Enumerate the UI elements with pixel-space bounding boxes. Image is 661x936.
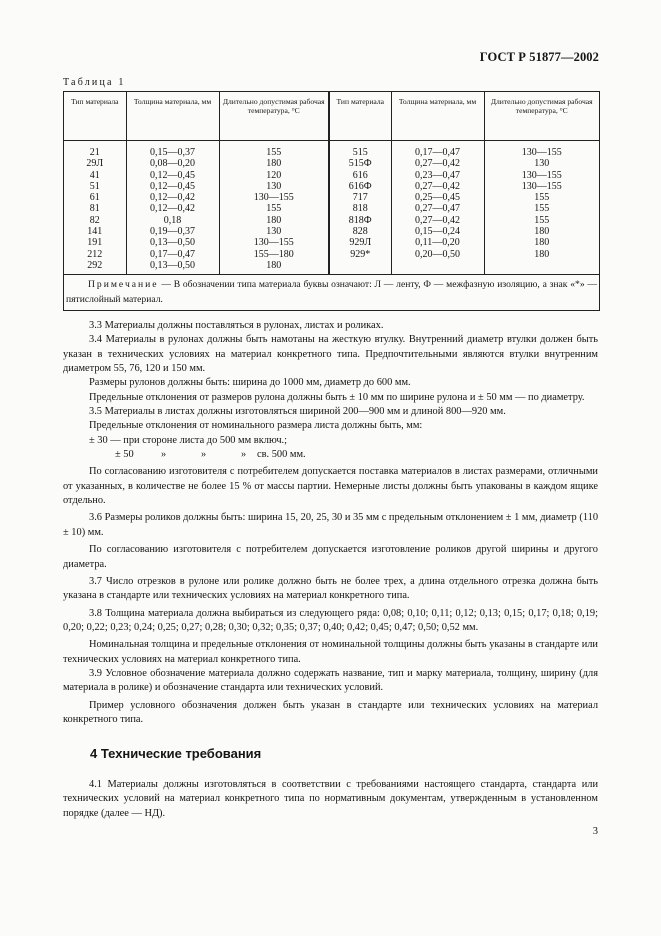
table-cell: 0,18 [126, 215, 219, 226]
paragraph: 3.3 Материалы должны поставляться в рулонах, листах и роликах. [89, 320, 384, 331]
paragraph: 4.1 Материалы должны изготовляться в соответствии с требованиями настоящего стандарта, стандарта или технических условий на материал конкретного типа по нормативным документам, утвержденным в установленном порядке (далее — НД). [63, 779, 598, 819]
table-cell: 130—155 [219, 237, 329, 248]
table-cell: 130 [219, 181, 329, 192]
col-header-thickness: Толщина материала, мм [391, 92, 484, 141]
table-cell [484, 260, 599, 274]
table-cell: 212 [87, 248, 103, 260]
table-cell: 155 [484, 203, 599, 214]
table-cell: 130—155 [484, 181, 599, 192]
table-cell: 0,20—0,50 [391, 249, 484, 260]
table-row [64, 226, 599, 237]
ditto-mark: » [241, 449, 247, 461]
table-cell: 929Л [329, 237, 391, 248]
table-caption: Таблица 1 [63, 77, 126, 88]
table-cell: 0,12—0,45 [126, 181, 219, 192]
table-row [64, 249, 599, 260]
paragraph: 3.4 Материалы в рулонах должны быть намотаны на жесткую втулку. Внутренний диаметр втулки должен быть указан в технических условиях на материал конкретного типа. Предпочтительными являются втулки внутренним диаметром 55, 76, 120 и 150 мм. [63, 334, 598, 375]
table-cell: 818Ф [329, 215, 391, 226]
document-id: ГОСТ Р 51877—2002 [479, 50, 599, 64]
table-cell [329, 260, 391, 274]
paragraph: Предельные отклонения от размеров рулона должны быть ± 10 мм по ширине рулона и ± 50 мм — по диаметру. [89, 391, 585, 403]
table-cell: 0,15—0,37 [126, 141, 219, 159]
table-note [64, 274, 599, 310]
paragraph: 3.7 Число отрезков в рулоне или ролике должно быть не более трех, а длина отдельного отрезка должна быть указана в стандарте или технических условиях на материал конкретного типа. [63, 575, 598, 602]
table-row [64, 141, 599, 159]
paragraph: 3.6 Размеры роликов должны быть: ширина 15, 20, 25, 30 и 35 мм с предельным отклонением ± 1 мм, диаметр (110 ± 10) мм. [63, 512, 599, 538]
section-heading: 4 Технические требования [90, 746, 262, 761]
table-cell: 180 [484, 249, 599, 260]
section-3-body [63, 319, 598, 727]
table-cell: 29Л [86, 158, 104, 170]
table-cell: 155—180 [219, 249, 329, 260]
table-cell: 0,12—0,42 [126, 203, 219, 214]
table-cell: 51 [89, 180, 100, 192]
table-cell: 81 [89, 203, 100, 215]
table-cell: 180 [484, 237, 599, 248]
table-cell: 828 [329, 226, 391, 237]
table-row [64, 158, 599, 169]
table-cell: 180 [219, 215, 329, 226]
table-cell: 120 [219, 170, 329, 181]
table-row [64, 237, 599, 248]
col-header-thickness: Толщина материала, мм [126, 92, 219, 141]
table-cell: 155 [484, 192, 599, 203]
table-row [64, 260, 599, 274]
table-row [64, 203, 599, 214]
table-cell: 0,27—0,47 [391, 203, 484, 214]
table-cell: 41 [89, 169, 100, 181]
table-cell: 515Ф [329, 158, 391, 169]
ditto-rest: св. 500 мм. [257, 449, 306, 461]
table-cell: 0,19—0,37 [126, 226, 219, 237]
paragraph: Предельные отклонения от номинального размера листа должны быть, мм: [89, 420, 423, 432]
table-cell: 0,27—0,42 [391, 181, 484, 192]
table-cell: 130 [219, 226, 329, 237]
table-cell: 616 [329, 170, 391, 181]
table-cell: 155 [219, 203, 329, 214]
paragraph: 3.5 Материалы в листах должны изготовляться шириной 200—900 мм и длиной 800—920 мм. [89, 406, 506, 418]
col-header-type: Тип материала [64, 92, 126, 141]
table-cell: 0,11—0,20 [391, 237, 484, 248]
table-cell: 0,27—0,42 [391, 158, 484, 169]
table-cell: 82 [89, 214, 100, 226]
note-text: — В обозначении типа материала буквы означают: Л — ленту, Ф — межфазную изоляцию, а знак «*» — пятислойный материал. [66, 279, 597, 305]
table-cell: 155 [219, 141, 329, 159]
table-cell: 130—155 [484, 141, 599, 159]
paragraph: Размеры рулонов должны быть: ширина до 1000 мм, диаметр до 600 мм. [89, 377, 411, 389]
paragraph: Номинальная толщина и предельные отклонения от номинальной толщины должны быть указаны в стандарте или технических условиях на материал конкретного типа. [63, 639, 598, 665]
paragraph: По согласованию изготовителя с потребителем допускается изготовление роликов другой ширины и другого диаметра. [63, 544, 598, 570]
table-cell: 0,08—0,20 [126, 158, 219, 169]
ditto-value: ± 50 [115, 449, 134, 461]
table-cell: 0,23—0,47 [391, 170, 484, 181]
table-row [64, 215, 599, 226]
ditto-line [63, 448, 598, 462]
paragraph: ± 30 — при стороне листа до 500 мм включ.; [89, 434, 288, 446]
col-header-temperature: Длительно допустимая рабочая температура, °С [219, 92, 329, 141]
table-cell: 141 [87, 226, 103, 238]
col-header-type: Тип материала [329, 92, 391, 141]
section-4-body [63, 778, 598, 821]
table-cell: 0,15—0,24 [391, 226, 484, 237]
ditto-mark: » [201, 449, 207, 461]
table-cell: 191 [87, 237, 103, 249]
table-cell: 130—155 [484, 170, 599, 181]
table-body [64, 141, 599, 275]
paragraph: 3.8 Толщина материала должна выбираться из следующего ряда: 0,08; 0,10; 0,11; 0,12; 0,13; 0,15; 0,17; 0,18; 0,19; 0,20; 0,22; 0,23; 0,24; 0,25; 0,27; 0,28; 0,30; 0,32; 0,35; 0,37; 0,40; 0,42; 0,45; 0,47; 0,50; 0,52 мм. [63, 607, 598, 633]
paragraph: По согласованию изготовителя с потребителем допускается поставка материалов в листах размерами, отличными от указанных, в количестве не более 15 % от массы партии. Немерные листы должны быть упакованы в каждом ящике отдельно. [63, 466, 598, 507]
table-cell: 0,13—0,50 [126, 260, 219, 274]
table-cell: 0,12—0,42 [126, 192, 219, 203]
table-cell: 292 [87, 259, 103, 271]
table-cell: 180 [219, 158, 329, 169]
table-cell: 180 [219, 260, 329, 274]
page-number: 3 [592, 826, 598, 837]
table-row [64, 192, 599, 203]
table-row [64, 181, 599, 192]
table-cell: 515 [329, 141, 391, 159]
paragraph: 3.9 Условное обозначение материала должно содержать название, тип и марку материала, толщину, ширину (для материала в ролике) и обозначение стандарта или технических условий. [63, 667, 598, 694]
ditto-mark: » [161, 449, 167, 461]
table-cell: 0,17—0,47 [391, 141, 484, 159]
table-cell: 616Ф [329, 181, 391, 192]
table-cell: 0,12—0,45 [126, 170, 219, 181]
table-cell: 0,27—0,42 [391, 215, 484, 226]
table-cell: 818 [329, 203, 391, 214]
table-cell: 929* [329, 249, 391, 260]
table-cell: 155 [484, 215, 599, 226]
table-cell: 0,17—0,47 [126, 249, 219, 260]
note-label: Примечание [88, 279, 159, 291]
table-row [64, 170, 599, 181]
table-cell: 21 [89, 147, 100, 158]
paragraph: Пример условного обозначения должен быть указан в стандарте или технических условиях на материал конкретного типа. [63, 699, 598, 725]
col-header-temperature: Длительно допустимая рабочая температура, °С [484, 92, 599, 141]
table-cell: 130—155 [219, 192, 329, 203]
table-cell [391, 260, 484, 274]
table-cell: 180 [484, 226, 599, 237]
material-table [63, 91, 600, 311]
table-cell: 130 [484, 158, 599, 169]
table-cell: 717 [329, 192, 391, 203]
table-cell: 0,25—0,45 [391, 192, 484, 203]
table-cell: 0,13—0,50 [126, 237, 219, 248]
table-header-row [64, 92, 599, 141]
table-cell: 61 [89, 192, 100, 204]
